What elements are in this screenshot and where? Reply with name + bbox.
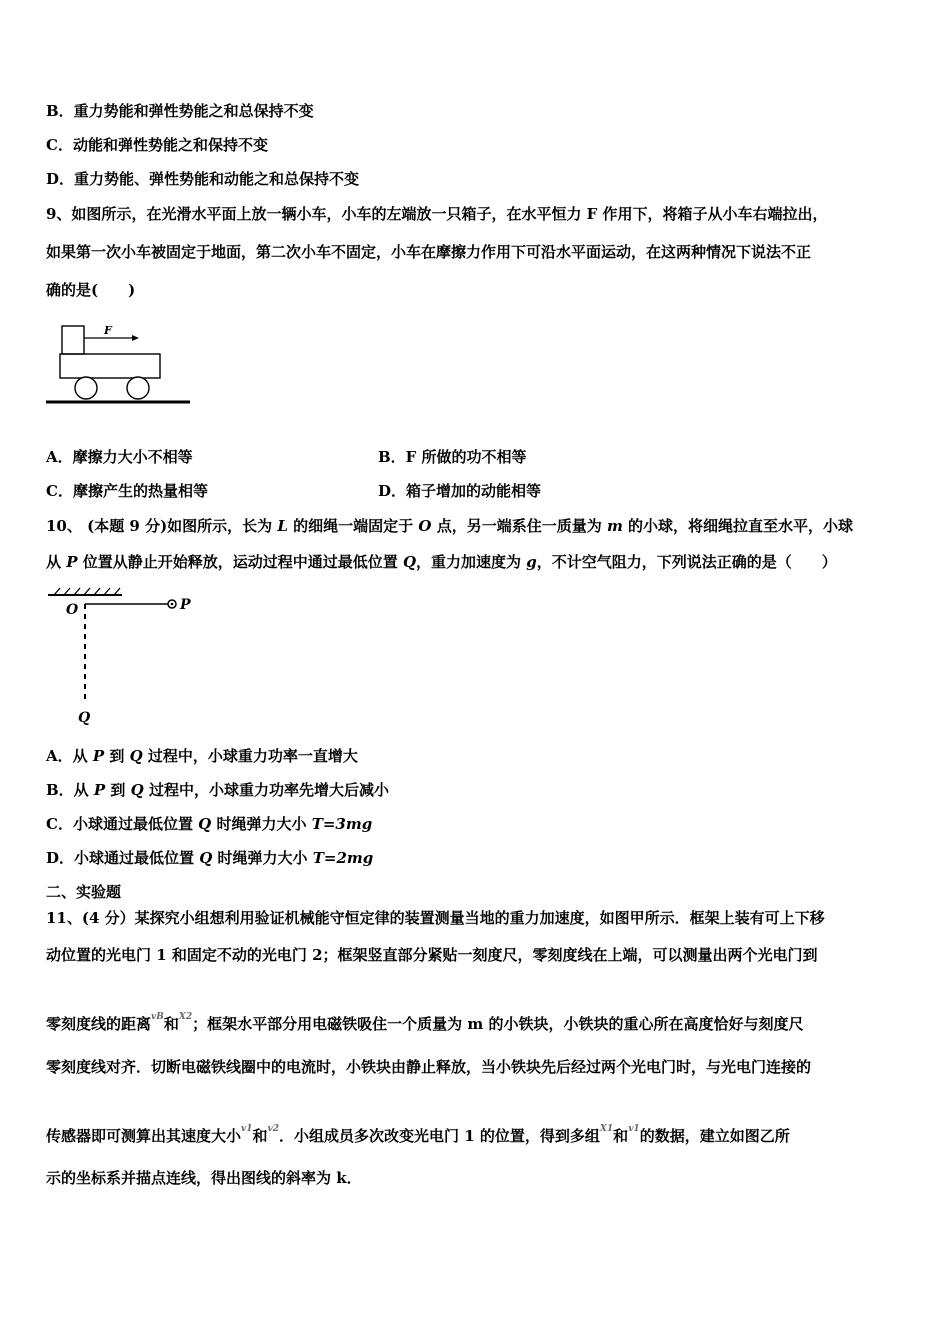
symbol-v1-b: v1 <box>628 1124 640 1134</box>
symbol-x1: X1 <box>599 1124 614 1134</box>
wheel-right <box>127 377 149 399</box>
label-p: P <box>180 597 191 613</box>
symbol-v2: v2 <box>267 1124 280 1134</box>
symbol-x2: X2 <box>178 1012 193 1022</box>
label-q: Q <box>78 710 91 726</box>
section-heading: 二、实验题 <box>46 883 122 901</box>
cart-body <box>60 354 160 378</box>
q10-stem-line-1: 10、 (本题 9 分)如图所示，长为 L 的细绳一端固定于 O 点，另一端系住一质量为 m 的小球，将细绳拉直至水平，小球 <box>46 517 854 535</box>
q10-option-d: D．小球通过最低位置 Q 时绳弹力大小 T=2mg <box>46 849 374 867</box>
q9-option-b: B．F 所做的功不相等 <box>378 448 527 466</box>
q9-option-c: C．摩擦产生的热量相等 <box>46 482 208 500</box>
q10-stem-line-2: 从 P 位置从静止开始释放，运动过程中通过最低位置 Q，重力加速度为 g，不计空气阻力，下列说法正确的是（ ） <box>46 553 837 571</box>
q11-line-3: 零刻度线的距离$^{vB}$和$^{X2}$；框架水平部分用电磁铁吸住一个质量为 m 的小铁块，小铁块的重心所在高度恰好与刻度尺 <box>46 1012 804 1033</box>
q10-option-a: A．从 P 到 Q 过程中，小球重力功率一直增大 <box>46 747 358 765</box>
q10-option-b: B．从 P 到 Q 过程中，小球重力功率先增大后减小 <box>46 781 389 799</box>
ceiling-hatch <box>48 588 122 595</box>
q10-pendulum-figure <box>44 586 204 728</box>
q8-option-d: D．重力势能、弹性势能和动能之和总保持不变 <box>46 170 360 188</box>
q9-stem-line-3: 确的是( ) <box>46 281 136 299</box>
symbol-v-b: vB <box>151 1012 164 1022</box>
q11-line-2: 动位置的光电门 1 和固定不动的光电门 2；框架竖直部分紧贴一刻度尺，零刻度线在上端，可以测量出两个光电门到 <box>46 946 818 964</box>
q11-line-5: 传感器即可测算出其速度大小$^{v1}$和$^{v2}$．小组成员多次改变光电门 1 的位置，得到多组$^{X1}$和$^{v1}$的数据，建立如图乙所 <box>46 1124 790 1145</box>
label-o: O <box>66 602 79 618</box>
q9-option-d: D．箱子增加的动能相等 <box>378 482 542 500</box>
q11-line-1: 11、(4 分）某探究小组想利用验证机械能守恒定律的装置测量当地的重力加速度，如图甲所示．框架上装有可上下移 <box>46 909 825 927</box>
symbol-v1: v1 <box>241 1124 253 1134</box>
wheel-left <box>75 377 97 399</box>
q8-option-b: B．重力势能和弹性势能之和总保持不变 <box>46 102 314 120</box>
q11-line-4: 零刻度线对齐．切断电磁铁线圈中的电流时，小铁块由静止释放，当小铁块先后经过两个光电门时，与光电门连接的 <box>46 1058 812 1076</box>
q9-cart-figure <box>44 318 194 410</box>
q8-option-c: C．动能和弹性势能之和保持不变 <box>46 136 268 154</box>
q9-option-a: A．摩擦力大小不相等 <box>46 448 193 466</box>
q10-option-c: C．小球通过最低位置 Q 时绳弹力大小 T=3mg <box>46 815 373 833</box>
q9-stem-line-2: 如果第一次小车被固定于地面，第二次小车不固定，小车在摩擦力作用下可沿水平面运动，在这两种情况下说法不正 <box>46 243 812 261</box>
force-label: F <box>104 324 112 337</box>
q9-stem-line-1: 9、如图所示，在光滑水平面上放一辆小车，小车的左端放一只箱子，在水平恒力 F 作用下，将箱子从小车右端拉出， <box>46 205 828 223</box>
box <box>62 326 84 354</box>
q11-line-6: 示的坐标系并描点连线，得出图线的斜率为 k． <box>46 1169 362 1187</box>
